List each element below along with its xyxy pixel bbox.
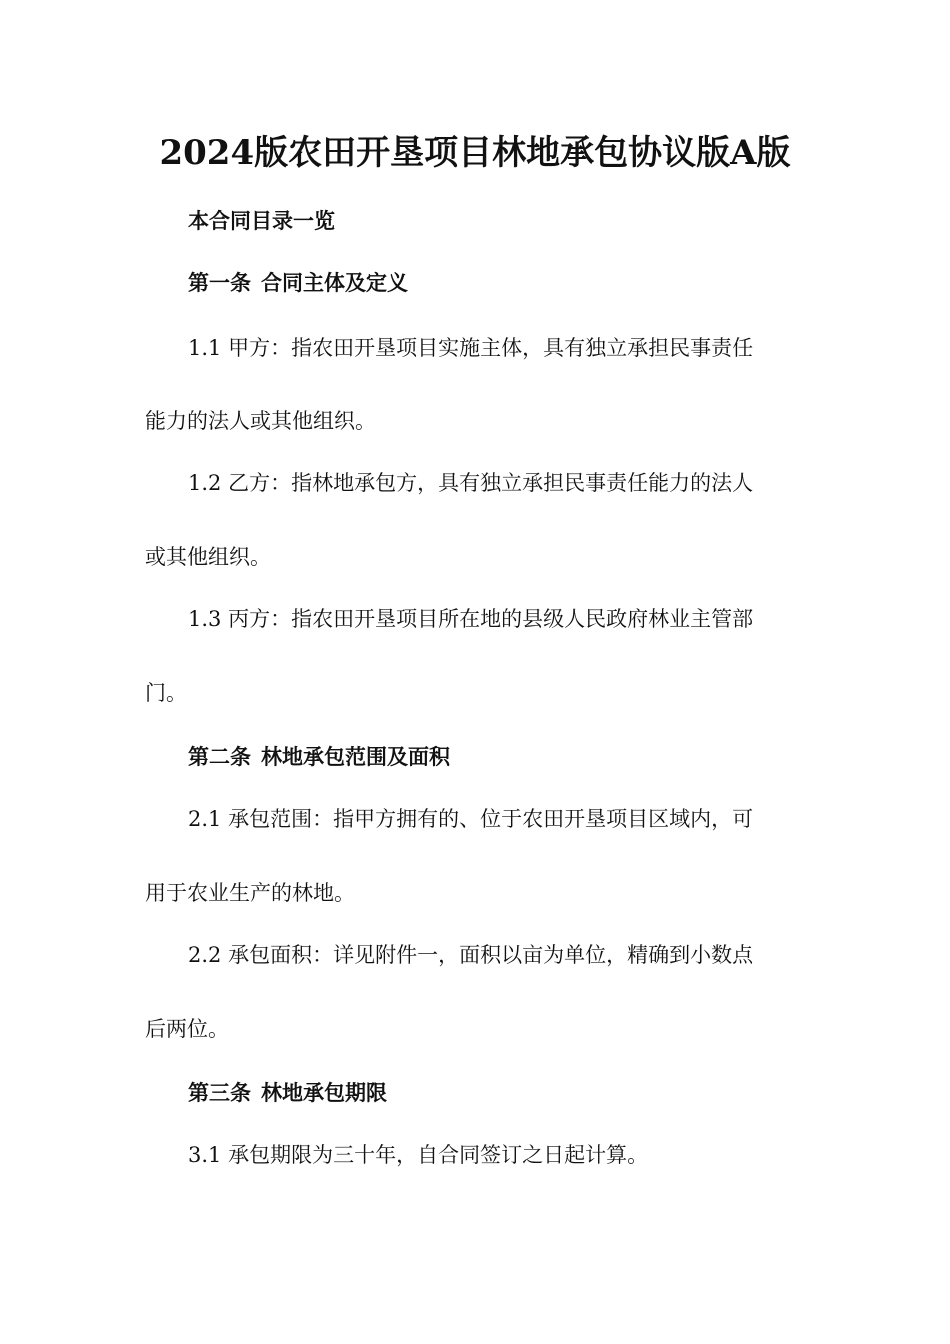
clause-2-1-line-2: 用于农业生产的林地。 [145,881,355,905]
article-2-number: 第二条 [188,744,251,769]
document-title: 2024版农田开垦项目林地承包协议版A版 [159,133,791,173]
clause-1-3-line-1: 1.3 丙方：指农田开垦项目所在地的县级人民政府林业主管部 [188,607,754,631]
clause-1-1-line-2: 能力的法人或其他组织。 [145,409,376,433]
clause-2-2-line-1: 2.2 承包面积：详见附件一，面积以亩为单位，精确到小数点 [188,943,754,967]
article-1-number: 第一条 [188,270,251,295]
clause-1-2-line-2: 或其他组织。 [145,545,271,569]
article-3-title: 林地承包期限 [261,1080,387,1105]
article-3-heading [188,1078,387,1108]
article-2-heading [188,742,450,772]
article-3-number: 第三条 [188,1080,251,1105]
clause-1-2-line-1: 1.2 乙方：指林地承包方，具有独立承担民事责任能力的法人 [188,471,754,495]
clause-2-2-line-2: 后两位。 [145,1017,229,1041]
article-2-title: 林地承包范围及面积 [261,744,450,769]
clause-2-1-line-1: 2.1 承包范围：指甲方拥有的、位于农田开垦项目区域内，可 [188,807,754,831]
clause-1-1-line-1: 1.1 甲方：指农田开垦项目实施主体，具有独立承担民事责任 [188,336,754,360]
toc-heading: 本合同目录一览 [188,208,335,233]
clause-3-1-line-1: 3.1 承包期限为三十年，自合同签订之日起计算。 [188,1143,649,1167]
clause-1-3-line-2: 门。 [145,681,187,705]
article-1-title: 合同主体及定义 [261,270,408,295]
article-1-heading [188,268,408,298]
